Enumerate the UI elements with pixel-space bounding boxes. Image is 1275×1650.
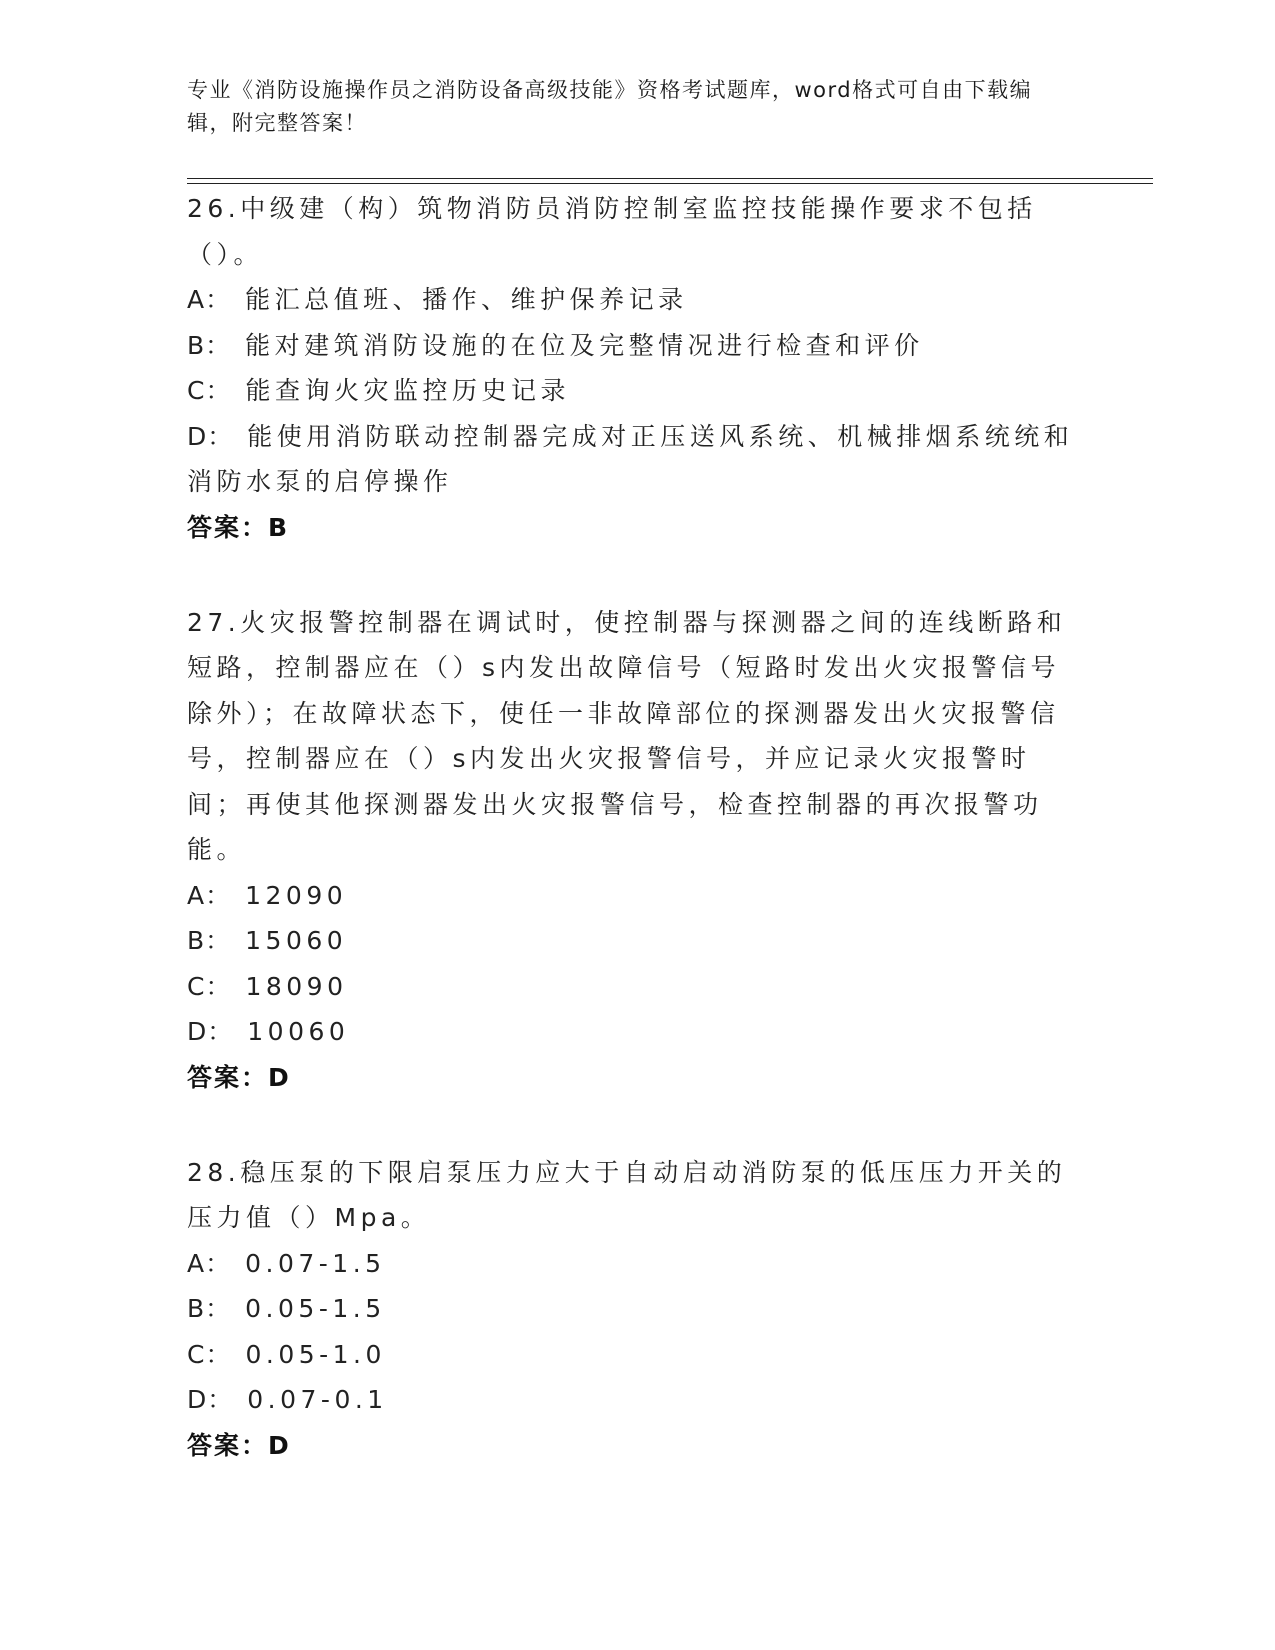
question-list: [187, 186, 1087, 1518]
question-stem: 26.中级建（构）筑物消防员消防控制室监控技能操作要求不包括（）。: [187, 194, 1037, 269]
option-key: A：: [187, 285, 232, 314]
option-b: [187, 323, 1087, 369]
option-key: D：: [187, 421, 234, 451]
option-key: A：: [187, 880, 232, 910]
question-28: [187, 1150, 1087, 1468]
option-text: 能查询火灾监控历史记录: [245, 376, 570, 405]
option-key: B：: [187, 926, 232, 955]
option-text: 0.05-1.5: [245, 1294, 386, 1323]
option-text: 18090: [245, 971, 348, 1001]
answer: 答案：B: [187, 512, 290, 542]
option-d: [187, 1377, 1087, 1423]
document-header: 专业《消防设施操作员之消防设备高级技能》资格考试题库，word格式可自由下载编辑，附完整答案！: [187, 78, 1033, 135]
option-key: B：: [187, 1294, 232, 1323]
question-27: [187, 600, 1087, 1100]
option-key: C：: [187, 971, 232, 1001]
option-key: B：: [187, 330, 232, 360]
option-key: C：: [187, 1339, 232, 1369]
option-b: [187, 918, 1087, 964]
header-rule-bottom: [187, 183, 1153, 184]
answer: 答案：D: [187, 1062, 291, 1092]
option-text: 能对建筑消防设施的在位及完整情况进行检查和评价: [245, 330, 924, 360]
option-b: [187, 1286, 1087, 1332]
option-key: D：: [187, 1017, 234, 1046]
option-text: 12090: [245, 880, 348, 910]
option-key: C：: [187, 376, 232, 405]
option-d: [187, 414, 1087, 505]
option-c: [187, 964, 1087, 1010]
option-c: [187, 1332, 1087, 1378]
option-text: 能汇总值班、播作、维护保养记录: [245, 285, 688, 314]
header-rule-top: [187, 178, 1153, 179]
question-stem: 27.火灾报警控制器在调试时，使控制器与探测器之间的连线断路和短路，控制器应在（）s内发出故障信号（短路时发出火灾报警信号除外）；在故障状态下，使任一非故障部位的探测器发出火灾报警信号，控制器应在（）s内发出火灾报警信号，并应记录火灾报警时间；再使其他探测器发出火灾报警信号，检查控制器的再次报警功能。: [187, 607, 1067, 864]
option-text: 10060: [247, 1017, 350, 1046]
option-text: 能使用消防联动控制器完成对正压送风系统、机械排烟系统统和消防水泵的启停操作: [187, 421, 1074, 496]
option-key: D：: [187, 1385, 234, 1414]
answer: 答案：D: [187, 1430, 291, 1460]
option-a: [187, 277, 1087, 323]
option-text: 0.07-1.5: [245, 1248, 386, 1278]
question-26: [187, 186, 1087, 550]
option-a: [187, 873, 1087, 919]
question-stem: 28.稳压泵的下限启泵压力应大于自动启动消防泵的低压压力开关的压力值（）Mpa。: [187, 1157, 1067, 1232]
option-c: [187, 368, 1087, 414]
option-text: 0.07-0.1: [247, 1385, 388, 1414]
option-text: 0.05-1.0: [245, 1339, 386, 1369]
option-key: A：: [187, 1248, 232, 1278]
option-d: [187, 1009, 1087, 1055]
option-text: 15060: [245, 926, 348, 955]
option-a: [187, 1241, 1087, 1287]
